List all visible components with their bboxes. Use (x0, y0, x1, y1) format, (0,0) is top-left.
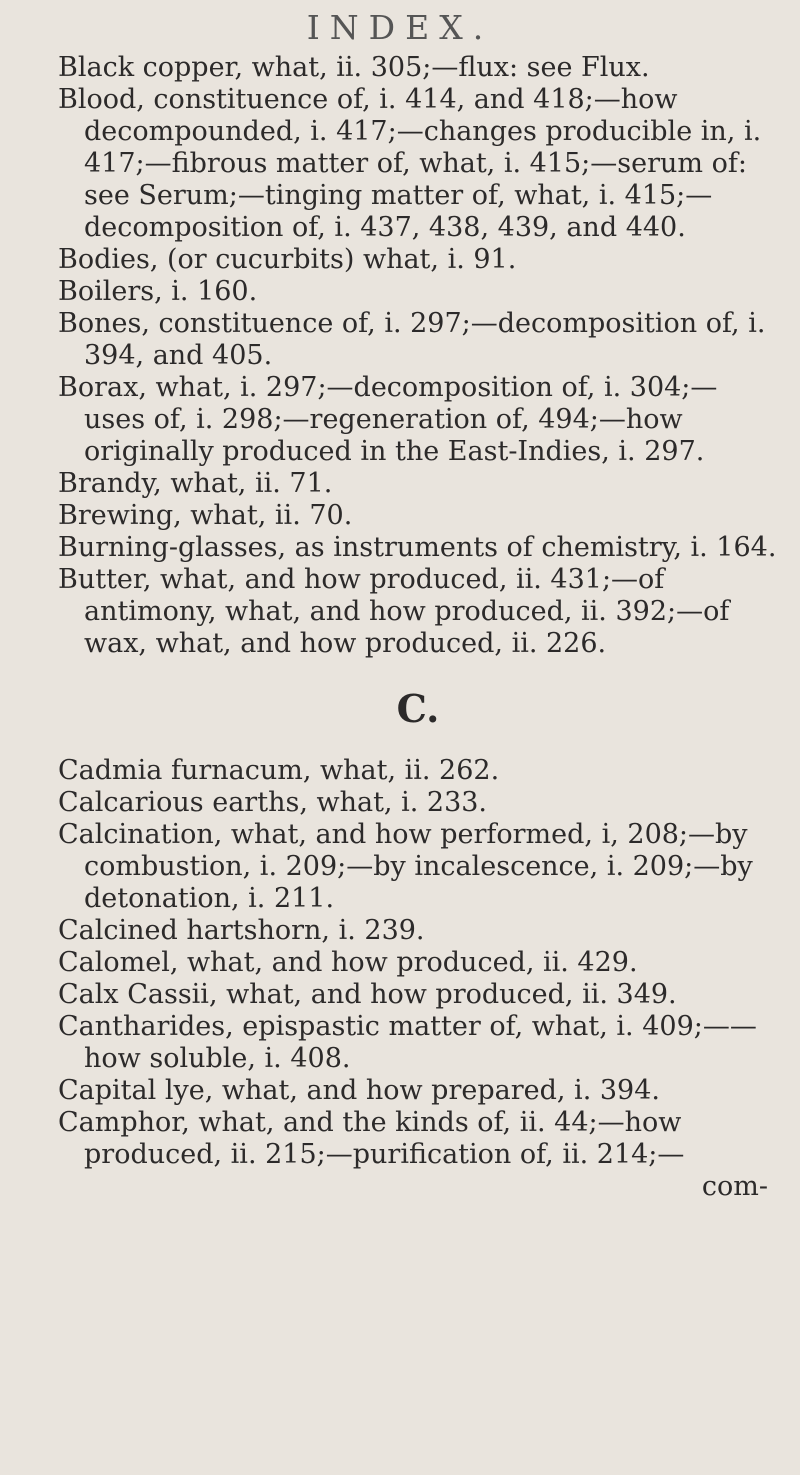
index-entry: Brewing, what, ii. 70. (58, 500, 353, 531)
index-entry: Borax, what, i. 297;—decomposition of, i. 304;—uses of, i. 298;—regeneration of, 494;—how originally produced in the East-Indies, i. 297. (58, 372, 718, 467)
index-entry: Calx Cassii, what, and how produced, ii. 349. (58, 979, 677, 1010)
section-letter: C. (396, 686, 440, 731)
index-entry: Cadmia furnacum, what, ii. 262. (58, 755, 500, 786)
index-entry: Calcarious earths, what, i. 233. (58, 787, 488, 818)
index-entry: Cantharides, epispastic matter of, what, i. 409;——how soluble, i. 408. (58, 1011, 757, 1074)
index-entry: Boilers, i. 160. (58, 276, 258, 307)
index-entry: Bones, constituence of, i. 297;—decomposition of, i. 394, and 405. (58, 308, 766, 371)
index-entries (58, 52, 778, 1203)
index-entry: Calcined hartshorn, i. 239. (58, 915, 425, 946)
index-entry: Brandy, what, ii. 71. (58, 468, 333, 499)
running-head: INDEX. (306, 8, 494, 47)
index-entry: Blood, constituence of, i. 414, and 418;—how decompounded, i. 417;—changes producible in, i. 417;—fibrous matter of, what, i. 415;—serum of: see Serum;—tinging matter of, what, i. 415;—decomposition of, i. 437, 438, 439, and 440. (58, 84, 762, 243)
index-entry: Black copper, what, ii. 305;—flux: see Flux. (58, 52, 650, 83)
index-entry: Burning-glasses, as instruments of chemistry, i. 164. (58, 532, 777, 563)
index-entry: Calcination, what, and how performed, i, 208;—by combustion, i. 209;—by incalescence, i. 209;—by detonation, i. 211. (58, 819, 753, 914)
index-entry: Bodies, (or cucurbits) what, i. 91. (58, 244, 517, 275)
section-b (58, 52, 778, 660)
catchword: com- (701, 1171, 768, 1202)
index-entry: Camphor, what, and the kinds of, ii. 44;—how produced, ii. 215;—purification of, ii. 214;— (58, 1107, 685, 1170)
section-c (58, 755, 778, 1171)
index-entry: Butter, what, and how produced, ii. 431;—of antimony, what, and how produced, ii. 392;—of wax, what, and how produced, ii. 226. (58, 564, 730, 659)
index-entry: Capital lye, what, and how prepared, i. 394. (58, 1075, 660, 1106)
index-entry: Calomel, what, and how produced, ii. 429. (58, 947, 638, 978)
